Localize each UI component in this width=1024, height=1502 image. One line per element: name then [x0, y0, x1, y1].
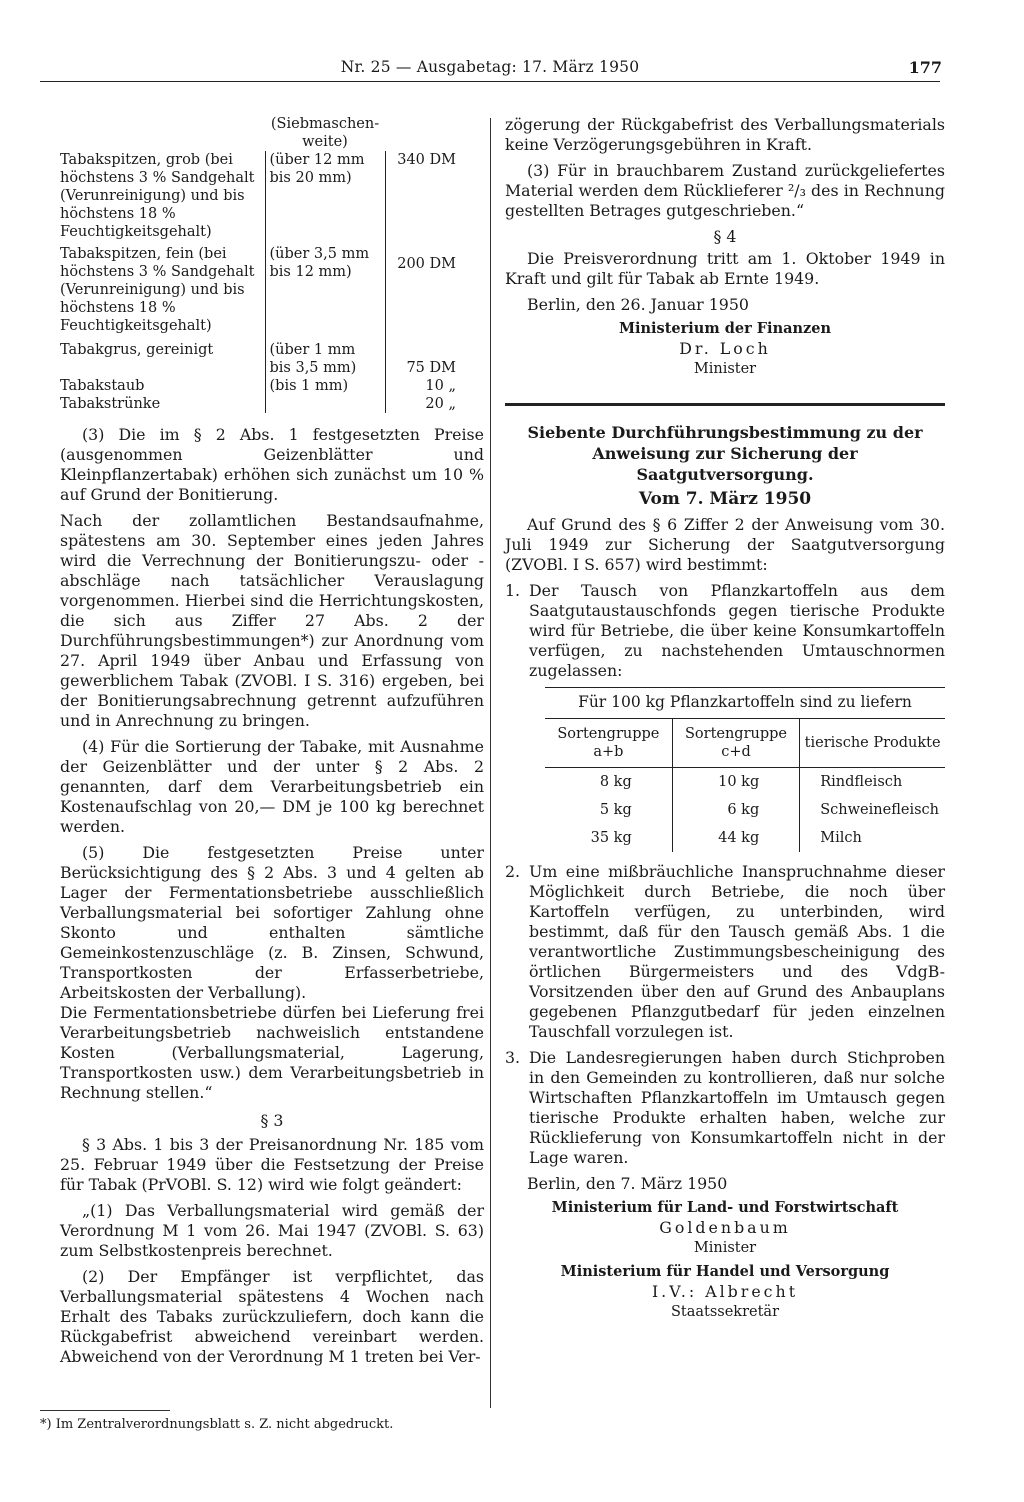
paragraph-verzoegerung: zögerung der Rückgabefrist des Verballungsmaterials keine Verzögerungsgebühren in Kraft.: [505, 115, 945, 154]
footnote-rule: [40, 1410, 170, 1411]
decree-date: Vom 7. März 1950: [638, 489, 812, 509]
price-table: [60, 115, 484, 413]
paragraph-verballung-1: „(1) Das Verballungsmaterial wird gemäß der Verordnung M 1 vom 26. Mai 1947 (ZVOBl. S. 63) zum Selbstkostenpreis berechnet.: [60, 1201, 484, 1260]
table-row: Tabakgrus, gereinigt (über 1 mm bis 3,5 mm) 75 DM: [60, 335, 484, 377]
table-row: Tabakspitzen, grob (bei höchstens 3 % Sandgehalt (Verunreinigung) und bis höchstens 18 % Feuchtigkeitsgehalt) (über 12 mm bis 20 mm) 340 DM: [60, 152, 456, 240]
section-3-heading: § 3: [260, 1111, 284, 1130]
paragraph-section-3: § 3 Abs. 1 bis 3 der Preisanordnung Nr. 185 vom 25. Februar 1949 über die Festsetzung der Preise für Tabak (PrVOBl. S. 12) wird wie folgt geändert:: [60, 1135, 484, 1194]
table-header: tierische Produkte: [800, 719, 945, 768]
list-item: 2. Um eine mißbräuchliche Inanspruchnahme dieser Möglichkeit durch Betriebe, die noch über Kartoffeln verfügen, zu unterbinden, wird bestimmt, daß für den Tausch gemäß Abs. 1 die verantwortliche Zustimmungsbescheinigung des örtlichen Bürgermeisters und des VdgB-Vorsitzenden über den auf Grund des Anbauplans gegebenen Pflanzgutbedarf für jeden einzelnen Tauschfall vorzulegen ist.: [505, 862, 945, 1041]
table-row: 35 kg 44 kg Milch: [545, 824, 945, 852]
paragraph-bonitierung: Nach der zollamtlichen Bestandsaufnahme, spätestens am 30. September eines jeden Jahres wird die Verrechnung der Bonitierungszu- oder -abschläge nach tatsächlicher Verauslagung vorgenommen. Hierbei sind die Herrichtungskosten, die sich aus Ziffer 27 Abs. 2 der Durchführungsbestimmungen*) zur Anordnung vom 27. April 1949 über Anbau und Erfassung von gewerblichem Tabak (ZVOBl. I S. 316) ergeben, bei der Bonitierungsabrechnung getrennt aufzuführen und in Anrechnung zu bringen.: [60, 511, 484, 730]
table-row: Tabakstaub (bis 1 mm) 10 „: [60, 378, 456, 394]
list-item: 1. Der Tausch von Pflanzkartoffeln aus dem Saatgutaustauschfonds gegen tierische Produkte wird für Betriebe, die über keine Konsumkartoffeln verfügen, zu nachstehenden Umtauschnormen zugelassen:: [505, 581, 945, 680]
paragraph-ruecklieferung: (3) Für in brauchbarem Zustand zurückgeliefertes Material werden dem Rücklieferer ²/₃ des in Rechnung gestellten Betrages gutgeschrieben.“: [505, 161, 945, 220]
table-header: Sortengruppe c+d: [672, 719, 800, 768]
table-header: Sortengruppe a+b: [545, 719, 672, 768]
table-row: Tabakstrünke 20 „: [60, 396, 456, 412]
paragraph-verballung-2: (2) Der Empfänger ist verpflichtet, das Verballungsmaterial spätestens 4 Wochen nach Erhalt des Tabaks zurückzuliefern, doch kann die Rückgabefrist abweichend vereinbart werden. Abweichend von der Verordnung M 1 treten bei Ver-: [60, 1267, 484, 1366]
signer-loch: Dr. Loch: [679, 339, 771, 358]
decree-list: [505, 581, 945, 1168]
price-table-header: (Siebmaschen-weite): [270, 116, 380, 150]
exchange-table-caption: Für 100 kg Pflanzkartoffeln sind zu liefern: [545, 687, 945, 719]
column-divider: [490, 118, 491, 1408]
paragraph-fermentation: Die Fermentationsbetriebe dürfen bei Lieferung frei Verarbeitungsbetrieb nachweislich entstandene Kosten (Verballungsmaterial, Lagerung, Transportkosten usw.) dem Verarbeitungsbetrieb in Rechnung stellen.“: [60, 1003, 484, 1102]
section-separator: [505, 403, 945, 406]
ministry-agriculture: Ministerium für Land- und Forstwirtschaft: [551, 1199, 899, 1216]
role-minister-2: Minister: [693, 1240, 757, 1256]
role-staatssekretaer: Staatssekretär: [670, 1304, 780, 1320]
signer-goldenbaum: Goldenbaum: [659, 1218, 791, 1237]
table-row: 5 kg 6 kg Schweinefleisch: [545, 796, 945, 824]
ministry-trade: Ministerium für Handel und Versorgung: [560, 1263, 890, 1280]
left-column: [60, 115, 484, 1373]
table-row: 8 kg 10 kg Rindfleisch: [545, 768, 945, 797]
section-4-heading: § 4: [713, 227, 737, 246]
right-column: [505, 115, 945, 1322]
list-item: 3. Die Landesregierungen haben durch Stichproben in den Gemeinden zu kontrollieren, daß nur solche Wirtschaften Pflanzkartoffeln im Umtausch gegen tierische Produkte erhalten haben, welche zur Rücklieferung von Konsumkartoffeln nicht in der Lage waren.: [505, 1048, 945, 1167]
decree-intro: Auf Grund des § 6 Ziffer 2 der Anweisung vom 30. Juli 1949 zur Sicherung der Saatgutversorgung (ZVOBl. I S. 657) wird bestimmt:: [505, 515, 945, 574]
paragraph-inkrafttreten: Die Preisverordnung tritt am 1. Oktober 1949 in Kraft und gilt für Tabak ab Ernte 1949.: [505, 249, 945, 288]
footnote: *) Im Zentralverordnungsblatt s. Z. nicht abgedruckt.: [40, 1417, 394, 1432]
decree-title: Siebente Durchführungsbestimmung zu der Anweisung zur Sicherung der Saatgutversorgung.: [527, 423, 923, 484]
issue-line: Nr. 25 — Ausgabetag: 17. März 1950: [340, 58, 640, 76]
page-header: [40, 58, 940, 82]
exchange-table: [545, 719, 945, 852]
paragraph-3: (3) Die im § 2 Abs. 1 festgesetzten Preise (ausgenommen Geizenblätter und Kleinpflanzertabak) erhöhen sich zunächst um 10 % auf Grund der Bonitierung.: [60, 425, 484, 504]
ministry-finance: Ministerium der Finanzen: [618, 320, 832, 337]
date-line-2: Berlin, den 7. März 1950: [527, 1174, 728, 1193]
paragraph-4: (4) Für die Sortierung der Tabake, mit Ausnahme der Geizenblätter und der unter § 2 Abs. 2 genannten, darf dem Verarbeitungsbetrieb ein Kostenaufschlag von 20,— DM je 100 kg berechnet werden.: [60, 737, 484, 836]
role-minister-1: Minister: [693, 361, 757, 377]
date-line-1: Berlin, den 26. Januar 1950: [527, 295, 749, 314]
table-row: Tabakspitzen, fein (bei höchstens 3 % Sandgehalt (Verunreinigung) und bis höchstens 18 % Feuchtigkeitsgehalt) (über 3,5 mm bis 12 mm) 200 DM: [60, 241, 484, 335]
signer-albrecht: I.V.: Albrecht: [651, 1282, 799, 1301]
page-number: 177: [908, 58, 942, 77]
paragraph-5: (5) Die festgesetzten Preise unter Berücksichtigung des § 2 Abs. 3 und 4 gelten ab Lager der Fermentationsbetriebe ausschließlich Verballungsmaterial bei sofortiger Zahlung ohne Skonto und enthalten sämtliche Gemeinkostenzuschläge (z. B. Zinsen, Schwund, Transportkosten der Erfasserbetriebe, Arbeitskosten der Verballung).: [60, 843, 484, 1002]
